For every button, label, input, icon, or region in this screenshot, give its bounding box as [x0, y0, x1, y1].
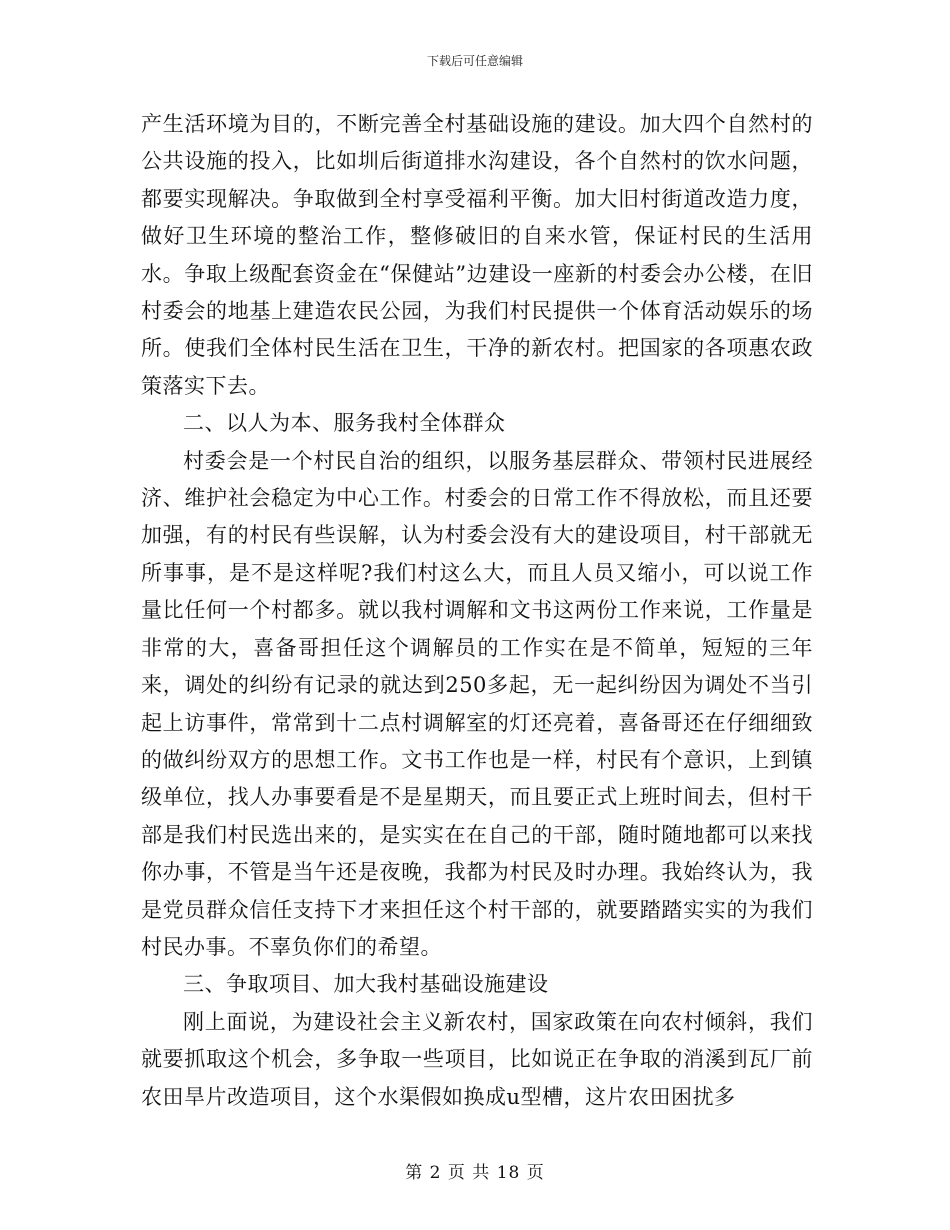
page-header: 下载后可任意编辑	[426, 54, 523, 68]
page-number-footer: 第 2 页 共 18 页	[405, 1163, 545, 1183]
body-paragraph: 村委会是一个村民自治的组织，以服务基层群众、带领村民进展经济、维护社会稳定为中心工作。村委会的日常工作不得放松，而且还要加强，有的村民有些误解，认为村委会没有大的建设项目，村干部就无所事事，是不是这样呢?我们村这么大，而且人员又缩小，可以说工作量比任何一个村都多。就以我村调解和文书这两份工作来说，工作量是非常的大，喜备哥担任这个调解员的工作实在是不简单，短短的三年来，调处的纠纷有记录的就达到250多起，无一起纠纷因为调处不当引起上访事件，常常到十二点村调解室的灯还亮着，喜备哥还在仔细细致的做纠纷双方的思想工作。文书工作也是一样，村民有个意识，上到镇级单位，找人办事要看是不是星期天，而且要正式上班时间去，但村干部是我们村民选出来的，是实实在在自己的干部，随时随地都可以来找你办事，不管是当午还是夜晚，我都为村民及时办理。我始终认为，我是党员群众信任支持下才来担任这个村干部的，就要踏踏实实的为我们村民办事。不辜负你们的希望。	[141, 448, 813, 959]
document-body	[141, 106, 813, 1116]
body-paragraph: 刚上面说，为建设社会主义新农村，国家政策在向农村倾斜，我们就要抓取这个机会，多争取一些项目，比如说正在争取的消溪到瓦厂前农田旱片改造项目，这个水渠假如换成u型槽，这片农田困扰多	[141, 1009, 813, 1109]
section-heading: 二、以人为本、服务我村全体群众	[183, 411, 506, 436]
section-heading: 三、争取项目、加大我村基础设施建设	[183, 972, 549, 997]
body-paragraph: 产生活环境为目的，不断完善全村基础设施的建设。加大四个自然村的公共设施的投入，比如圳后街道排水沟建设，各个自然村的饮水问题，都要实现解决。争取做到全村享受福利平衡。加大旧村街道改造力度，做好卫生环境的整治工作，整修破旧的自来水管，保证村民的生活用水。争取上级配套资金在“保健站”边建设一座新的村委会办公楼，在旧村委会的地基上建造农民公园，为我们村民提供一个体育活动娱乐的场所。使我们全体村民生活在卫生，干净的新农村。把国家的各项惠农政策落实下去。	[141, 112, 813, 398]
